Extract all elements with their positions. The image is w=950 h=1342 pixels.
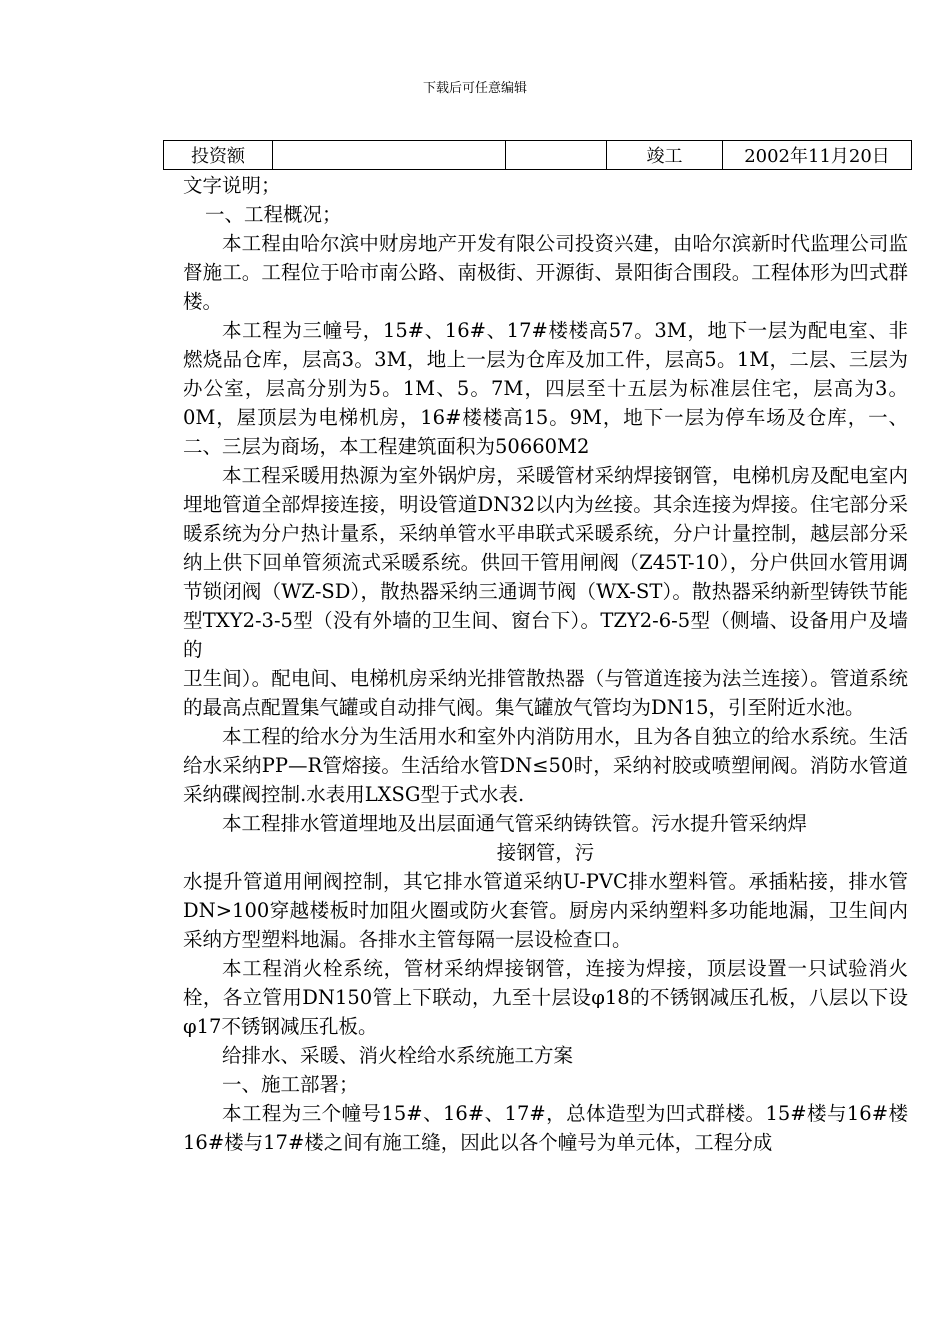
paragraph-drainage-cont: 水提升管道用闸阀控制，其它排水管道采纳U-PVC排水塑料管。承插粘接，排水管DN>100穿越楼板时加阻火圈或防火套管。厨房内采纳塑料多功能地漏，卫生间内采纳方型塑料地漏。各排水主管每隔一层设检查口。 bbox=[183, 870, 908, 951]
section-heading-text-description: 文字说明； bbox=[183, 174, 281, 197]
info-table bbox=[163, 140, 912, 170]
table-row bbox=[164, 141, 912, 170]
paragraph-project-intro: 本工程由哈尔滨中财房地产开发有限公司投资兴建，由哈尔滨新时代监理公司监督施工。工程位于哈市南公路、南极街、开源街、景阳街合围段。工程体形为凹式群楼。 bbox=[183, 232, 908, 313]
paragraph-building-specs: 本工程为三幢号，15#、16#、17#楼楼高57。3M，地下一层为配电室、非燃烧品仓库，层高3。3M，地上一层为仓库及加工件，层高5。1M，二层、三层为办公室，层高分别为5。1M、5。7M，四层至十五层为标准层住宅，层高为3。0M，屋顶层为电梯机房，16#楼楼高15。9M，地下一层为停车场及仓库，一、二、三层为商场，本工程建筑面积为50660M2 bbox=[183, 319, 908, 458]
completion-label-cell: 竣工 bbox=[607, 141, 723, 170]
paragraph-drainage-line1: 本工程排水管道埋地及出层面通气管采纳铸铁管。污水提升管采纳焊 bbox=[222, 812, 808, 835]
paragraph-heating-system: 本工程采暖用热源为室外锅炉房，采暖管材采纳焊接钢管，电梯机房及配电室内埋地管道全部焊接连接，明设管道DN32以内为丝接。其余连接为焊接。住宅部分采暖系统为分户热计量系，采纳单管水平串联式采暖系统，分户计量控制，越层部分采纳上供下回单管须流式采暖系统。供回干管用闸阀（Z45T-10），分户供回水管用调节锁闭阀（WZ-SD），散热器采纳三通调节阀（WX-ST）。散热器采纳新型铸铁节能型TXY2-3-5型（没有外墙的卫生间、窗台下）。TZY2-6-5型（侧墙、设备用户及墙的 bbox=[183, 464, 908, 661]
completion-date-cell: 2002年11月20日 bbox=[723, 141, 912, 170]
paragraph-water-supply: 本工程的给水分为生活用水和室外内消防用水，且为各自独立的给水系统。生活给水采纳PP—R管熔接。生活给水管DN≤50时，采纳衬胶或喷塑闸阀。消防水管道采纳碟阀控制.水表用LXSG型于式水表. bbox=[183, 725, 908, 806]
document-body bbox=[183, 171, 908, 1157]
investment-label-cell: 投资额 bbox=[164, 141, 273, 170]
investment-value-cell bbox=[273, 141, 506, 170]
paragraph-hydrant-system: 本工程消火栓系统，管材采纳焊接钢管，连接为焊接，顶层设置一只试验消火栓，各立管用DN150管上下联动，九至十层设φ18的不锈钢减压孔板，八层以下设φ17不锈钢减压孔板。 bbox=[183, 957, 908, 1038]
paragraph-heating-system-cont: 卫生间）。配电间、电梯机房采纳光排管散热器（与管道连接为法兰连接）。管道系统的最高点配置集气罐或自动排气阀。集气罐放气管均为DN15，引至附近水池。 bbox=[183, 667, 908, 719]
blank-cell bbox=[506, 141, 607, 170]
page-header-note: 下载后可任意编辑 bbox=[422, 81, 527, 96]
paragraph-deployment: 本工程为三个幢号15#、16#、17#，总体造型为凹式群楼。15#楼与16#楼16#楼与17#楼之间有施工缝，因此以各个幢号为单元体，工程分成 bbox=[183, 1102, 908, 1154]
section-heading-deployment: 一、施工部署； bbox=[222, 1073, 359, 1096]
section-heading-overview: 一、工程概况； bbox=[205, 203, 342, 226]
section-heading-construction-plan: 给排水、采暖、消火栓给水系统施工方案 bbox=[222, 1044, 574, 1067]
paragraph-drainage-line2: 接钢管，污 bbox=[496, 841, 595, 864]
